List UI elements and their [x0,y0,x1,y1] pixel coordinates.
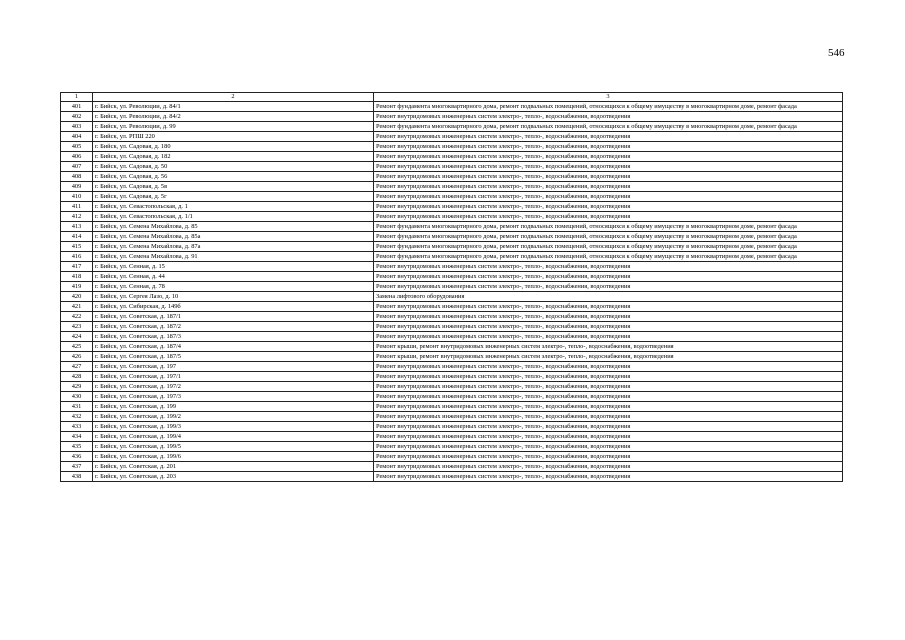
row-number-cell: 426 [61,352,93,362]
row-number-cell: 424 [61,332,93,342]
row-work-type-cell: Ремонт внутридомовых инженерных систем электро-, тепло-, водоснабжения, водоотведения [374,182,843,192]
table-row [61,422,843,432]
row-work-type-cell: Ремонт внутридомовых инженерных систем электро-, тепло-, водоснабжения, водоотведения [374,392,843,402]
table-row [61,322,843,332]
table-row [61,382,843,392]
row-work-type-cell: Ремонт внутридомовых инженерных систем электро-, тепло-, водоснабжения, водоотведения [374,302,843,312]
column-header-number: 1 [61,93,93,102]
table-row [61,242,843,252]
row-work-type-cell: Ремонт внутридомовых инженерных систем электро-, тепло-, водоснабжения, водоотведения [374,442,843,452]
row-number-cell: 438 [61,472,93,482]
column-header-address: 2 [93,93,374,102]
row-number-cell: 408 [61,172,93,182]
row-number-cell: 431 [61,402,93,412]
table-row [61,212,843,222]
row-work-type-cell: Ремонт внутридомовых инженерных систем электро-, тепло-, водоснабжения, водоотведения [374,312,843,322]
row-work-type-cell: Ремонт внутридомовых инженерных систем электро-, тепло-, водоснабжения, водоотведения [374,422,843,432]
row-number-cell: 428 [61,372,93,382]
row-address-cell: г. Бийск, ул. Советская, д. 199 [93,402,374,412]
row-number-cell: 432 [61,412,93,422]
row-work-type-cell: Ремонт внутридомовых инженерных систем электро-, тепло-, водоснабжения, водоотведения [374,452,843,462]
table-row [61,462,843,472]
row-number-cell: 421 [61,302,93,312]
row-address-cell: г. Бийск, ул. Советская, д. 187/2 [93,322,374,332]
row-work-type-cell: Ремонт внутридомовых инженерных систем электро-, тепло-, водоснабжения, водоотведения [374,152,843,162]
table-row [61,292,843,302]
row-work-type-cell: Ремонт внутридомовых инженерных систем электро-, тепло-, водоснабжения, водоотведения [374,402,843,412]
row-work-type-cell: Ремонт внутридомовых инженерных систем электро-, тепло-, водоснабжения, водоотведения [374,332,843,342]
row-number-cell: 430 [61,392,93,402]
table-row [61,102,843,112]
row-number-cell: 413 [61,222,93,232]
row-number-cell: 415 [61,242,93,252]
row-number-cell: 436 [61,452,93,462]
row-address-cell: г. Бийск, ул. Садовая, д. 50 [93,162,374,172]
row-address-cell: г. Бийск, ул. Сергея Лазо, д. 10 [93,292,374,302]
table-row [61,302,843,312]
table-row [61,222,843,232]
row-number-cell: 401 [61,102,93,112]
row-address-cell: г. Бийск, ул. Семена Михайлова, д. 91 [93,252,374,262]
table-body [61,102,843,482]
table-row [61,112,843,122]
table-row [61,432,843,442]
row-number-cell: 434 [61,432,93,442]
row-work-type-cell: Ремонт внутридомовых инженерных систем электро-, тепло-, водоснабжения, водоотведения [374,262,843,272]
row-number-cell: 425 [61,342,93,352]
row-work-type-cell: Ремонт внутридомовых инженерных систем электро-, тепло-, водоснабжения, водоотведения [374,192,843,202]
row-address-cell: г. Бийск, ул. Революции, д. 99 [93,122,374,132]
row-number-cell: 402 [61,112,93,122]
row-number-cell: 423 [61,322,93,332]
table-row [61,442,843,452]
row-work-type-cell: Ремонт внутридомовых инженерных систем электро-, тепло-, водоснабжения, водоотведения [374,362,843,372]
row-number-cell: 416 [61,252,93,262]
row-address-cell: г. Бийск, ул. Сенная, д. 15 [93,262,374,272]
row-work-type-cell: Ремонт внутридомовых инженерных систем электро-, тепло-, водоснабжения, водоотведения [374,132,843,142]
row-address-cell: г. Бийск, ул. Советская, д. 197/1 [93,372,374,382]
row-address-cell: г. Бийск, ул. Советская, д. 199/6 [93,452,374,462]
row-number-cell: 410 [61,192,93,202]
row-work-type-cell: Ремонт внутридомовых инженерных систем электро-, тепло-, водоснабжения, водоотведения [374,472,843,482]
table-header-row [61,93,843,102]
row-work-type-cell: Ремонт внутридомовых инженерных систем электро-, тепло-, водоснабжения, водоотведения [374,432,843,442]
row-number-cell: 409 [61,182,93,192]
row-work-type-cell: Ремонт внутридомовых инженерных систем электро-, тепло-, водоснабжения, водоотведения [374,382,843,392]
row-work-type-cell: Ремонт фундамента многоквартирного дома, ремонт подвальных помещений, относящихся к общему имуществу в многоквартирном доме, ремонт фасада [374,252,843,262]
row-address-cell: г. Бийск, ул. Советская, д. 199/5 [93,442,374,452]
row-address-cell: г. Бийск, ул. РПШ 220 [93,132,374,142]
table-row [61,132,843,142]
row-address-cell: г. Бийск, ул. Сибирская, д. 149б [93,302,374,312]
row-work-type-cell: Ремонт внутридомовых инженерных систем электро-, тепло-, водоснабжения, водоотведения [374,412,843,422]
table-row [61,122,843,132]
row-number-cell: 404 [61,132,93,142]
row-work-type-cell: Ремонт внутридомовых инженерных систем электро-, тепло-, водоснабжения, водоотведения [374,162,843,172]
row-work-type-cell: Ремонт фундамента многоквартирного дома, ремонт подвальных помещений, относящихся к общему имуществу в многоквартирном доме, ремонт фасада [374,232,843,242]
row-number-cell: 433 [61,422,93,432]
table-row [61,452,843,462]
repair-register-table [60,92,843,482]
row-work-type-cell: Ремонт внутридомовых инженерных систем электро-, тепло-, водоснабжения, водоотведения [374,142,843,152]
table-row [61,152,843,162]
row-work-type-cell: Ремонт фундамента многоквартирного дома, ремонт подвальных помещений, относящихся к общему имуществу в многоквартирном доме, ремонт фасада [374,222,843,232]
row-number-cell: 405 [61,142,93,152]
row-address-cell: г. Бийск, ул. Семена Михайлова, д. 85 [93,222,374,232]
row-work-type-cell: Ремонт внутридомовых инженерных систем электро-, тепло-, водоснабжения, водоотведения [374,272,843,282]
table-row [61,272,843,282]
row-number-cell: 437 [61,462,93,472]
table-row [61,232,843,242]
table-row [61,312,843,322]
row-address-cell: г. Бийск, ул. Советская, д. 187/3 [93,332,374,342]
row-address-cell: г. Бийск, ул. Советская, д. 197/2 [93,382,374,392]
row-number-cell: 403 [61,122,93,132]
table-row [61,262,843,272]
table-row [61,162,843,172]
row-address-cell: г. Бийск, ул. Советская, д. 201 [93,462,374,472]
row-work-type-cell: Ремонт фундамента многоквартирного дома, ремонт подвальных помещений, относящихся к общему имуществу в многоквартирном доме, ремонт фасада [374,242,843,252]
table-row [61,252,843,262]
row-address-cell: г. Бийск, ул. Советская, д. 197 [93,362,374,372]
row-address-cell: г. Бийск, ул. Садовая, д. 56 [93,172,374,182]
row-number-cell: 429 [61,382,93,392]
table-row [61,202,843,212]
row-work-type-cell: Ремонт внутридомовых инженерных систем электро-, тепло-, водоснабжения, водоотведения [374,322,843,332]
table-row [61,362,843,372]
row-work-type-cell: Ремонт внутридомовых инженерных систем электро-, тепло-, водоснабжения, водоотведения [374,462,843,472]
row-address-cell: г. Бийск, ул. Севастопольская, д. 1 [93,202,374,212]
table-row [61,352,843,362]
row-address-cell: г. Бийск, ул. Сенная, д. 78 [93,282,374,292]
row-number-cell: 411 [61,202,93,212]
table-row [61,412,843,422]
row-work-type-cell: Ремонт внутридомовых инженерных систем электро-, тепло-, водоснабжения, водоотведения [374,172,843,182]
row-address-cell: г. Бийск, ул. Садовая, д. 182 [93,152,374,162]
row-address-cell: г. Бийск, ул. Севастопольская, д. 1/1 [93,212,374,222]
row-work-type-cell: Ремонт внутридомовых инженерных систем электро-, тепло-, водоснабжения, водоотведения [374,282,843,292]
row-address-cell: г. Бийск, ул. Советская, д. 199/4 [93,432,374,442]
table-row [61,192,843,202]
row-work-type-cell: Ремонт внутридомовых инженерных систем электро-, тепло-, водоснабжения, водоотведения [374,202,843,212]
row-address-cell: г. Бийск, ул. Советская, д. 203 [93,472,374,482]
column-header-work-type: 3 [374,93,843,102]
row-address-cell: г. Бийск, ул. Садовая, д. 5в [93,182,374,192]
row-number-cell: 412 [61,212,93,222]
table-row [61,182,843,192]
row-work-type-cell: Ремонт фундамента многоквартирного дома, ремонт подвальных помещений, относящихся к общему имуществу в многоквартирном доме, ремонт фасада [374,122,843,132]
table-row [61,392,843,402]
row-address-cell: г. Бийск, ул. Революции, д. 84/1 [93,102,374,112]
row-work-type-cell: Ремонт внутридомовых инженерных систем электро-, тепло-, водоснабжения, водоотведения [374,372,843,382]
row-number-cell: 414 [61,232,93,242]
row-number-cell: 435 [61,442,93,452]
row-address-cell: г. Бийск, ул. Советская, д. 187/4 [93,342,374,352]
row-number-cell: 407 [61,162,93,172]
page-number: 546 [828,47,845,59]
row-address-cell: г. Бийск, ул. Сенная, д. 44 [93,272,374,282]
row-address-cell: г. Бийск, ул. Семена Михайлова, д. 85а [93,232,374,242]
row-work-type-cell: Ремонт крыши, ремонт внутридомовых инженерных систем электро-, тепло-, водоснабжения, водоотведения [374,342,843,352]
row-work-type-cell: Ремонт фундамента многоквартирного дома, ремонт подвальных помещений, относящихся к общему имуществу в многоквартирном доме, ремонт фасада [374,102,843,112]
row-address-cell: г. Бийск, ул. Садовая, д. 180 [93,142,374,152]
row-number-cell: 418 [61,272,93,282]
table-row [61,282,843,292]
row-number-cell: 427 [61,362,93,372]
row-address-cell: г. Бийск, ул. Советская, д. 199/3 [93,422,374,432]
row-address-cell: г. Бийск, ул. Советская, д. 197/3 [93,392,374,402]
table-row [61,372,843,382]
row-address-cell: г. Бийск, ул. Революции, д. 84/2 [93,112,374,122]
row-work-type-cell: Ремонт крыши, ремонт внутридомовых инженерных систем электро-, тепло-, водоснабжения, водоотведения [374,352,843,362]
row-number-cell: 417 [61,262,93,272]
row-number-cell: 419 [61,282,93,292]
row-number-cell: 422 [61,312,93,322]
table-row [61,142,843,152]
row-work-type-cell: Ремонт внутридомовых инженерных систем электро-, тепло-, водоснабжения, водоотведения [374,212,843,222]
row-number-cell: 406 [61,152,93,162]
table-row [61,332,843,342]
row-address-cell: г. Бийск, ул. Семена Михайлова, д. 87а [93,242,374,252]
row-address-cell: г. Бийск, ул. Советская, д. 187/5 [93,352,374,362]
table-row [61,402,843,412]
row-address-cell: г. Бийск, ул. Садовая, д. 5г [93,192,374,202]
table-row [61,342,843,352]
row-address-cell: г. Бийск, ул. Советская, д. 199/2 [93,412,374,422]
row-address-cell: г. Бийск, ул. Советская, д. 187/1 [93,312,374,322]
table-row [61,172,843,182]
row-work-type-cell: Ремонт внутридомовых инженерных систем электро-, тепло-, водоснабжения, водоотведения [374,112,843,122]
row-work-type-cell: Замена лифтового оборудования [374,292,843,302]
table-row [61,472,843,482]
row-number-cell: 420 [61,292,93,302]
